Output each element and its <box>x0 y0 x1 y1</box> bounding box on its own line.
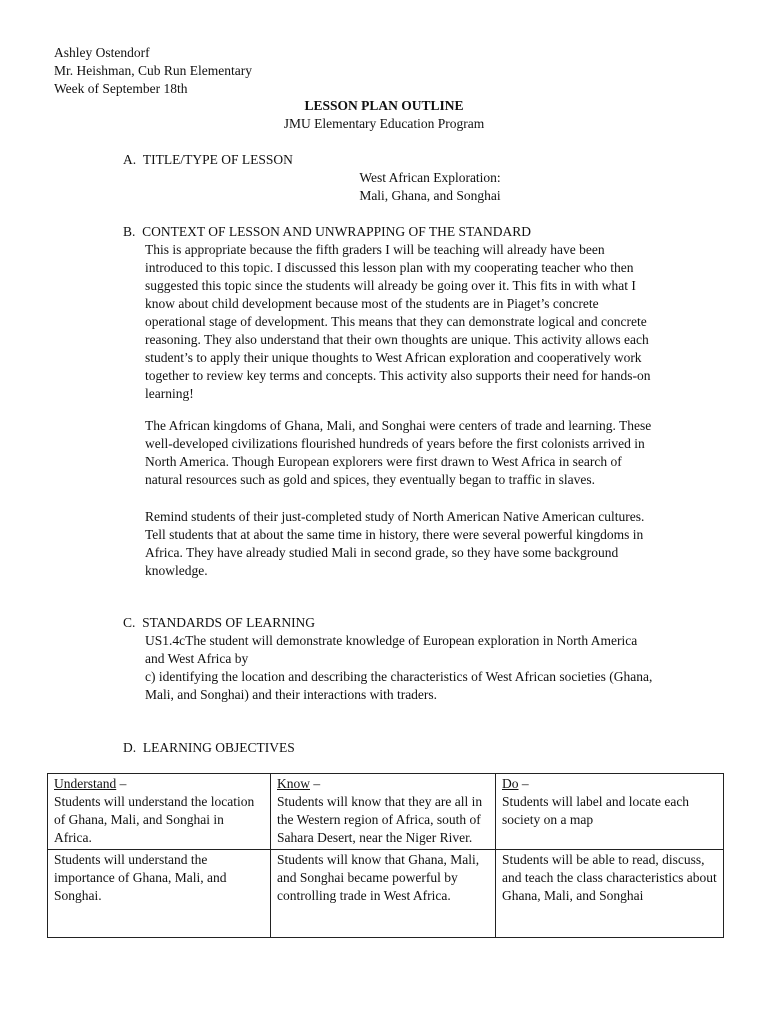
understand-text-1: Students will understand the location of Ghana, Mali, and Songhai in Africa. <box>54 794 255 845</box>
label-dash: – <box>518 776 529 791</box>
context-paragraph-3 <box>145 508 644 580</box>
section-c-heading: C. STANDARDS OF LEARNING <box>123 615 316 630</box>
know-text-2: Students will know that Ghana, Mali, and Songhai became powerful by controlling trade in West Africa. <box>277 852 480 903</box>
paragraph-line: operational stage of development. This means that they can demonstrate logical and concrete <box>145 314 647 329</box>
table-row <box>48 850 724 938</box>
paragraph-line: Tell students that at about the same time in history, there were several powerful kingdoms in <box>145 527 644 542</box>
paragraph-line: knowledge. <box>145 563 208 578</box>
paragraph-line: learning! <box>145 386 194 401</box>
understand-label: Understand <box>54 776 117 791</box>
section-d-heading: D. LEARNING OBJECTIVES <box>123 740 295 755</box>
do-label: Do <box>502 776 519 791</box>
label-dash: – <box>116 776 127 791</box>
paragraph-line: natural resources such as gold and spices, they eventually began to traffic in slaves. <box>145 472 595 487</box>
learning-objectives-table <box>47 773 724 938</box>
do-text-1: Students will label and locate each society on a map <box>502 794 690 827</box>
paragraph-line: The African kingdoms of Ghana, Mali, and Songhai were centers of trade and learning. These <box>145 418 652 433</box>
know-cell-2 <box>271 850 496 938</box>
table-row <box>48 774 724 850</box>
understand-cell-2 <box>48 850 271 938</box>
do-text-2: Students will be able to read, discuss, and teach the class characteristics about Ghana, Mali, and Songhai <box>502 852 717 903</box>
paragraph-line: know about child development because most of the students are in Piaget’s concrete <box>145 296 599 311</box>
paragraph-line: introduced to this topic. I discussed this lesson plan with my cooperating teacher who then <box>145 260 634 275</box>
paragraph-line: Africa. They have already studied Mali in second grade, so they have some background <box>145 545 619 560</box>
paragraph-line: together to review key terms and concepts. This activity also supports their need for hands-on <box>145 368 651 383</box>
know-cell-1 <box>271 774 496 850</box>
do-cell-1 <box>496 774 724 850</box>
understand-text-2: Students will understand the importance of Ghana, Mali, and Songhai. <box>54 852 227 903</box>
paragraph-line: This is appropriate because the fifth graders I will be teaching will already have been <box>145 242 605 257</box>
week-line: Week of September 18th <box>54 81 188 96</box>
teacher-school: Mr. Heishman, Cub Run Elementary <box>54 63 252 78</box>
standard-line: US1.4cThe student will demonstrate knowledge of European exploration in North America <box>145 633 638 648</box>
paragraph-line: reasoning. They also understand that their own thoughts are unique. This activity allows each <box>145 332 649 347</box>
section-b-heading: B. CONTEXT OF LESSON AND UNWRAPPING OF THE STANDARD <box>123 224 531 239</box>
author-name: Ashley Ostendorf <box>54 45 150 60</box>
paragraph-line: Remind students of their just-completed study of North American Native American cultures. <box>145 509 645 524</box>
know-label: Know <box>277 776 310 791</box>
lesson-title-line2: Mali, Ghana, and Songhai <box>359 188 501 203</box>
paragraph-line: student’s to apply their unique thoughts to West African exploration and cooperatively work <box>145 350 642 365</box>
standard-line: Mali, and Songhai) and their interactions with traders. <box>145 687 438 702</box>
context-paragraph-2 <box>145 417 651 489</box>
standard-line: c) identifying the location and describing the characteristics of West African societies (Ghana, <box>145 669 653 684</box>
context-paragraph-1 <box>145 241 651 403</box>
lesson-title-line1: West African Exploration: <box>359 170 501 185</box>
document-subtitle: JMU Elementary Education Program <box>283 116 485 131</box>
understand-cell-1 <box>48 774 271 850</box>
paragraph-line: suggested this topic since the students will already be going over it. This fits in with what I <box>145 278 636 293</box>
paragraph-line: well-developed civilizations flourished hundreds of years before the first colonists arrived in <box>145 436 645 451</box>
paragraph-line: North America. Though European explorers were first drawn to West Africa in search of <box>145 454 622 469</box>
standard-line: and West Africa by <box>145 651 249 666</box>
know-text-1: Students will know that they are all in the Western region of Africa, south of Sahara Desert, near the Niger River. <box>277 794 483 845</box>
standards-text <box>145 632 652 704</box>
document-title: LESSON PLAN OUTLINE <box>304 98 464 113</box>
label-dash: – <box>310 776 321 791</box>
section-a-heading: A. TITLE/TYPE OF LESSON <box>123 152 293 167</box>
do-cell-2 <box>496 850 724 938</box>
